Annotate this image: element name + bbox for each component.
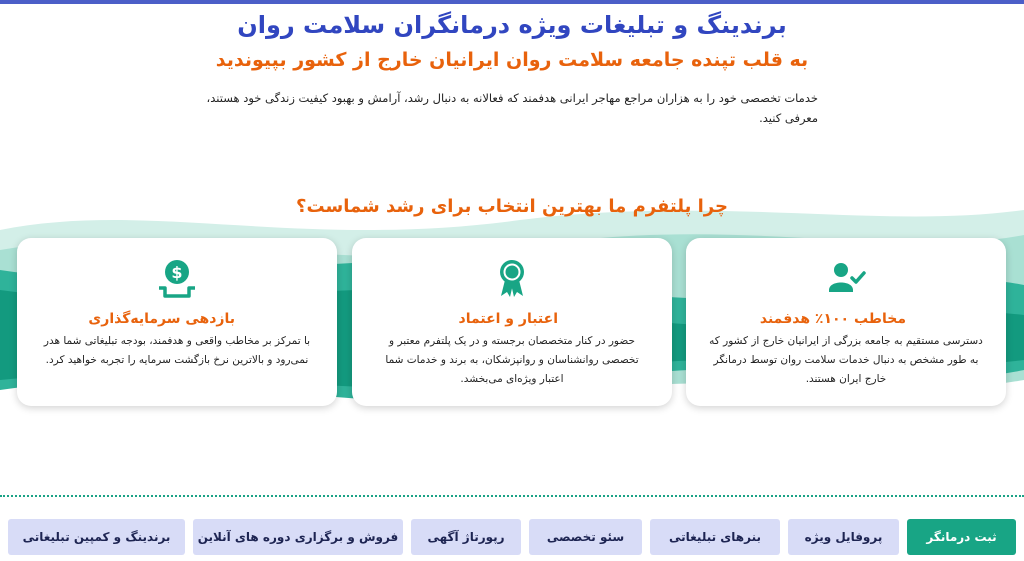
card-title: بازدهی سرمایه‌گذاری bbox=[88, 311, 235, 327]
user-check-icon bbox=[826, 258, 866, 298]
svg-text:$: $ bbox=[171, 263, 183, 282]
feature-card-roi bbox=[17, 238, 337, 406]
tab-online-courses[interactable]: فروش و برگزاری دوره های آنلاین bbox=[193, 519, 403, 555]
hero-title: برندینگ و تبلیغات ویژه درمانگران سلامت روان bbox=[237, 11, 787, 39]
feature-card-targeted-audience bbox=[686, 238, 1006, 406]
tab-featured-profile[interactable]: پروفایل ویژه bbox=[788, 519, 899, 555]
hero-subtitle: به قلب تپنده جامعه سلامت روان ایرانیان خارج از کشور بپیوندید bbox=[215, 49, 809, 71]
hand-holding-dollar-icon bbox=[157, 258, 197, 298]
card-text: با تمرکز بر مخاطب واقعی و هدفمند، بودجه تبلیغاتی شما هدر نمی‌رود و بالاترین نرخ بازگشت سرمایه را تجربه خواهید کرد. bbox=[43, 335, 311, 366]
section-divider bbox=[0, 495, 1024, 497]
hero-description: خدمات تخصصی خود را به هزاران مراجع مهاجر ایرانی هدفمند که فعالانه به دنبال رشد، آرامش و بهبود کیفیت زندگی خود هستند، معرفی کنید. bbox=[206, 91, 818, 125]
tab-ad-banners[interactable]: بنرهای تبلیغاتی bbox=[650, 519, 780, 555]
card-title: مخاطب ۱۰۰٪ هدفمند bbox=[759, 311, 906, 327]
tab-therapist-registration[interactable]: ثبت درمانگر bbox=[907, 519, 1016, 555]
feature-card-credibility bbox=[352, 238, 672, 406]
card-text: دسترسی مستقیم به جامعه بزرگی از ایرانیان خارج از کشور که به طور مشخص به دنبال خدمات سلامت روان توسط درمانگر خارج ایران هستند. bbox=[709, 335, 983, 385]
top-accent-bar bbox=[0, 0, 1024, 4]
card-text: حضور در کنار متخصصان برجسته و در یک پلتفرم معتبر و تخصصی روانشناسان و روانپزشکان، به برند و خدمات شما اعتبار ویژه‌ای می‌بخشد. bbox=[385, 335, 639, 385]
tab-advertorial[interactable]: رپورتاژ آگهی bbox=[411, 519, 521, 555]
service-tabs bbox=[0, 519, 1024, 555]
award-icon bbox=[492, 258, 532, 298]
why-section-title: چرا پلتفرم ما بهترین انتخاب برای رشد شماست؟ bbox=[296, 196, 728, 217]
tab-branding-campaign[interactable]: برندینگ و کمپین تبلیغاتی bbox=[8, 519, 185, 555]
card-title: اعتبار و اعتماد bbox=[458, 311, 558, 327]
tab-specialized-seo[interactable]: سئو تخصصی bbox=[529, 519, 642, 555]
